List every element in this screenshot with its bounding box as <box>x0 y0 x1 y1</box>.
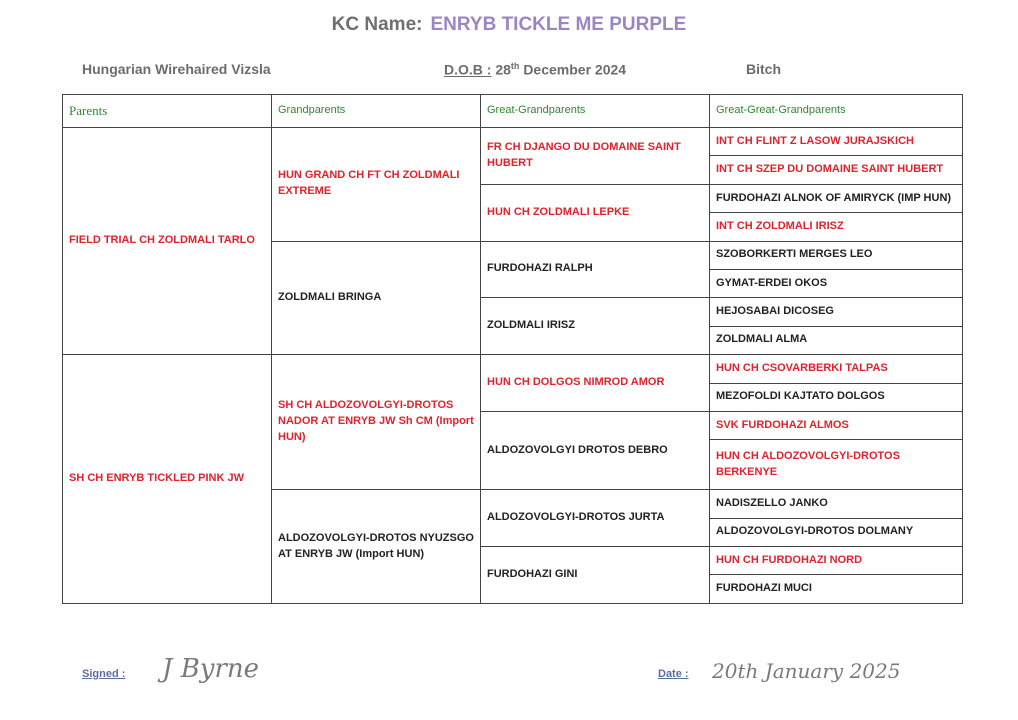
great-great-grandparent-5: SZOBORKERTI MERGES LEO <box>710 241 963 269</box>
parent-sire: FIELD TRIAL CH ZOLDMALI TARLO <box>63 128 272 355</box>
date-of-birth <box>444 61 626 78</box>
great-great-grandparent-8: ZOLDMALI ALMA <box>710 326 963 354</box>
page-title <box>0 14 1018 36</box>
grandparent-2: ZOLDMALI BRINGA <box>272 241 481 355</box>
great-great-grandparent-6: GYMAT-ERDEI OKOS <box>710 269 963 297</box>
grandparent-4: ALDOZOVOLGYI-DROTOS NYUZSGO AT ENRYB JW (Import HUN) <box>272 490 481 604</box>
signed-label: Signed : <box>82 668 126 680</box>
kc-name-label: KC Name: <box>331 14 423 35</box>
great-great-grandparent-12: HUN CH ALDOZOVOLGYI-DROTOS BERKENYE <box>710 440 963 490</box>
table-row <box>63 355 963 383</box>
dob-rest: December 2024 <box>523 61 627 78</box>
parent-dam: SH CH ENRYB TICKLED PINK JW <box>63 355 272 604</box>
column-header-parents: Parents <box>63 95 272 128</box>
signature: J Byrne <box>162 654 260 684</box>
great-great-grandparent-2: INT CH SZEP DU DOMAINE SAINT HUBERT <box>710 156 963 184</box>
column-header-grandparents: Grandparents <box>272 95 481 128</box>
great-great-grandparent-7: HEJOSABAI DICOSEG <box>710 298 963 326</box>
great-great-grandparent-3: FURDOHAZI ALNOK OF AMIRYCK (IMP HUN) <box>710 184 963 212</box>
table-row <box>63 128 963 156</box>
dob-label: D.O.B : <box>444 61 492 78</box>
column-header-great-grandparents: Great-Grandparents <box>481 95 710 128</box>
great-grandparent-8: FURDOHAZI GINI <box>481 547 710 604</box>
great-grandparent-4: ZOLDMALI IRISZ <box>481 298 710 355</box>
header-row <box>63 95 963 128</box>
signed-date: 20th January 2025 <box>712 659 901 683</box>
great-great-grandparent-14: ALDOZOVOLGYI-DROTOS DOLMANY <box>710 518 963 546</box>
pedigree-table <box>62 94 963 604</box>
great-great-grandparent-1: INT CH FLINT Z LASOW JURAJSKICH <box>710 128 963 156</box>
grandparent-1: HUN GRAND CH FT CH ZOLDMALI EXTREME <box>272 128 481 242</box>
great-grandparent-1: FR CH DJANGO DU DOMAINE SAINT HUBERT <box>481 128 710 185</box>
great-grandparent-5: HUN CH DOLGOS NIMROD AMOR <box>481 355 710 412</box>
great-great-grandparent-4: INT CH ZOLDMALI IRISZ <box>710 213 963 241</box>
great-grandparent-7: ALDOZOVOLGYI-DROTOS JURTA <box>481 490 710 547</box>
great-great-grandparent-16: FURDOHAZI MUCI <box>710 575 963 604</box>
grandparent-3: SH CH ALDOZOVOLGYI-DROTOS NADOR AT ENRYB JW Sh CM (Import HUN) <box>272 355 481 490</box>
date-label: Date : <box>658 668 689 680</box>
great-grandparent-3: FURDOHAZI RALPH <box>481 241 710 298</box>
great-great-grandparent-9: HUN CH CSOVARBERKI TALPAS <box>710 355 963 383</box>
sex: Bitch <box>746 61 781 77</box>
great-great-grandparent-15: HUN CH FURDOHAZI NORD <box>710 547 963 575</box>
column-header-great-great-grandparents: Great-Great-Grandparents <box>710 95 963 128</box>
great-grandparent-6: ALDOZOVOLGYI DROTOS DEBRO <box>481 411 710 489</box>
great-great-grandparent-10: MEZOFOLDI KAJTATO DOLGOS <box>710 383 963 411</box>
kc-name-value: ENRYB TICKLE ME PURPLE <box>430 14 687 35</box>
great-grandparent-2: HUN CH ZOLDMALI LEPKE <box>481 184 710 241</box>
great-great-grandparent-13: NADISZELLO JANKO <box>710 490 963 518</box>
dob-day: 28 <box>495 61 511 78</box>
great-great-grandparent-11: SVK FURDOHAZI ALMOS <box>710 411 963 439</box>
breed: Hungarian Wirehaired Vizsla <box>82 61 271 77</box>
dob-suffix: th <box>510 61 520 71</box>
